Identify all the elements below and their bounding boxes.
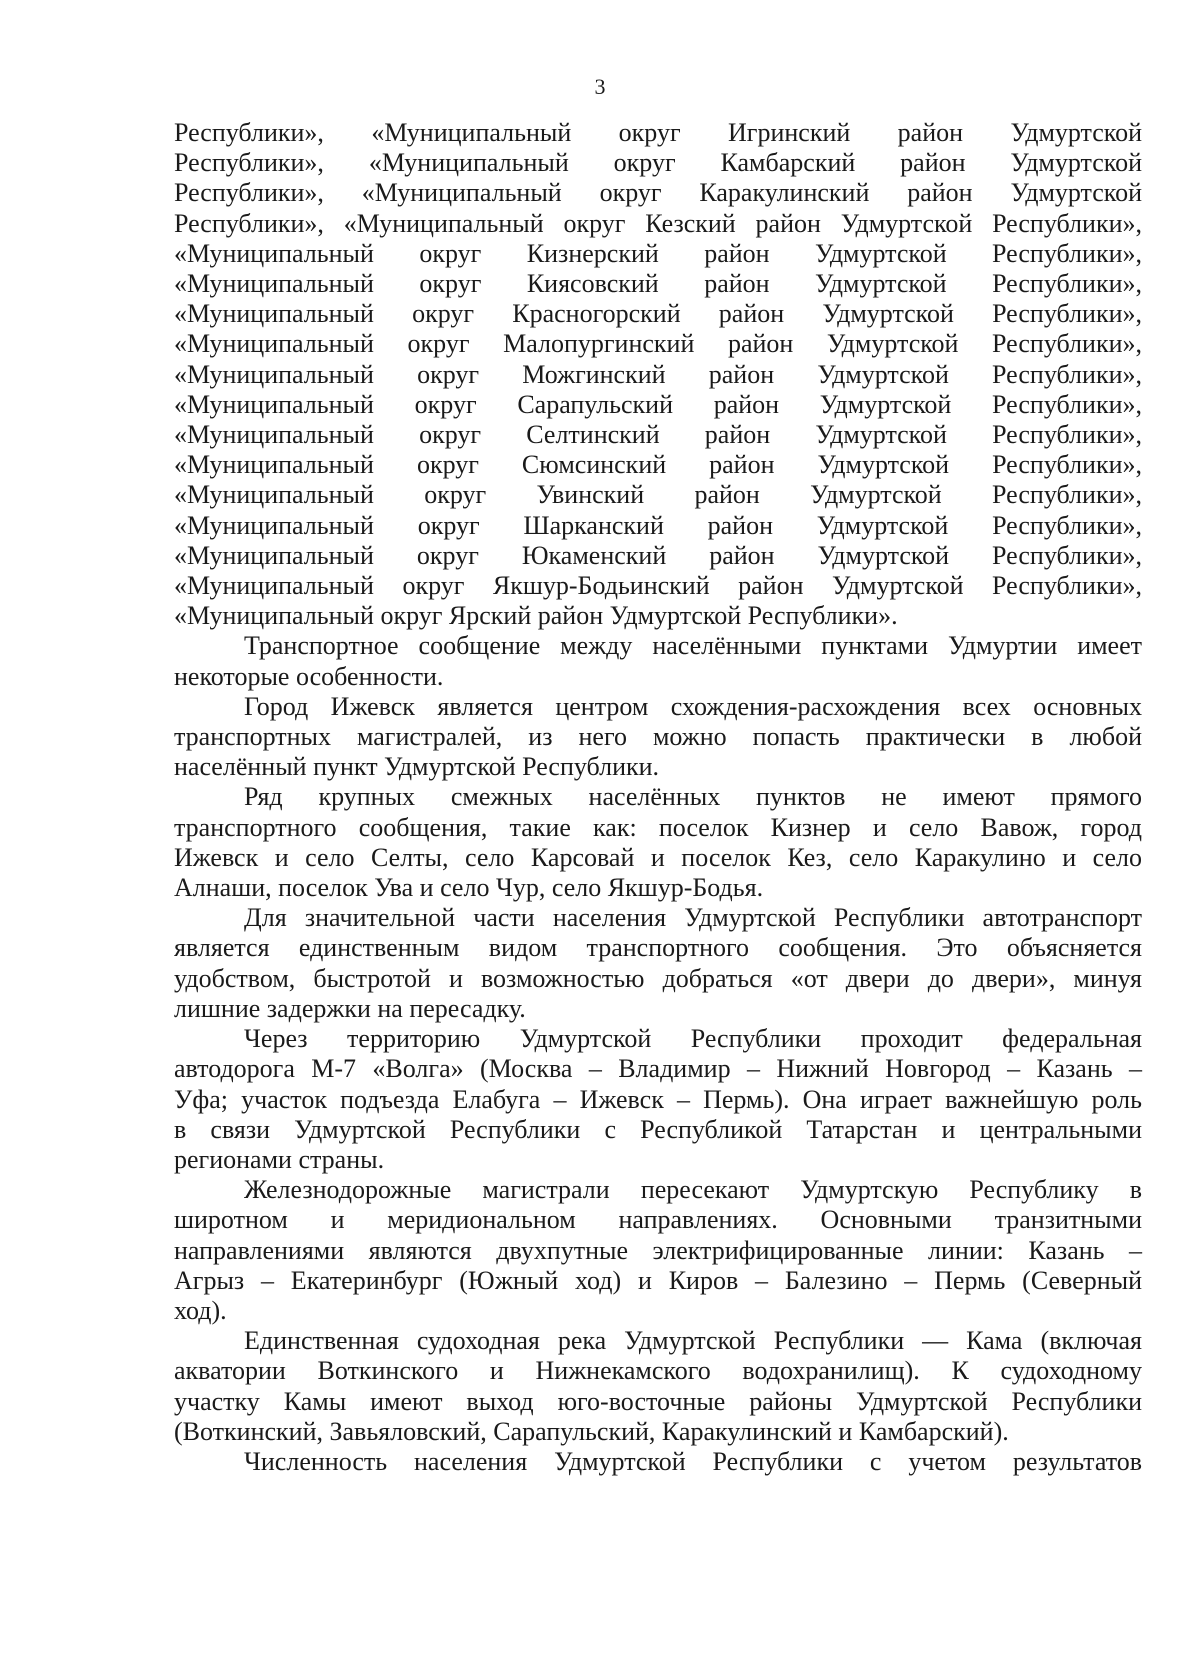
text-line: Город Ижевск является центром схождения-расхождения всех основных <box>244 691 1142 721</box>
text-line: акватории Воткинского и Нижнекамского водохранилищ). К судоходному <box>174 1356 1142 1386</box>
paragraph <box>174 903 1142 1024</box>
text-line: «Муниципальный округ Малопургинский район Удмуртской Республики», <box>174 329 1142 359</box>
text-line: Республики», «Муниципальный округ Каракулинский район Удмуртской <box>174 178 1142 208</box>
text-line: «Муниципальный округ Сарапульский район Удмуртской Республики», <box>174 389 1142 419</box>
text-line: населённый пункт Удмуртской Республики. <box>174 752 660 782</box>
document-body <box>174 118 1142 1477</box>
text-line: Республики», «Муниципальный округ Кезский район Удмуртской Республики», <box>174 208 1142 238</box>
text-line: транспортного сообщения, такие как: поселок Кизнер и село Вавож, город <box>174 812 1142 842</box>
paragraph <box>174 1024 1142 1175</box>
text-line: «Муниципальный округ Можгинский район Удмуртской Республики», <box>174 359 1142 389</box>
text-line: «Муниципальный округ Шарканский район Удмуртской Республики», <box>174 510 1142 540</box>
text-line: Ижевск и село Селты, село Карсовай и поселок Кез, село Каракулино и село <box>174 842 1142 872</box>
text-line: «Муниципальный округ Якшур-Бодьинский район Удмуртской Республики», <box>174 571 1142 601</box>
text-line: «Муниципальный округ Увинский район Удмуртской Республики», <box>174 480 1142 510</box>
text-line: Транспортное сообщение между населёнными пунктами Удмуртии имеет <box>244 631 1142 661</box>
paragraph <box>174 1175 1142 1326</box>
text-line: лишние задержки на пересадку. <box>174 993 526 1023</box>
paragraph <box>174 631 1142 691</box>
text-line: «Муниципальный округ Ярский район Удмуртской Республики». <box>174 601 898 631</box>
text-line: автодорога М-7 «Волга» (Москва – Владимир – Нижний Новгород – Казань – <box>174 1054 1142 1084</box>
text-line: Через территорию Удмуртской Республики проходит федеральная <box>244 1024 1142 1054</box>
text-line: Агрыз – Екатеринбург (Южный ход) и Киров – Балезино – Пермь (Северный <box>174 1265 1142 1295</box>
text-line: «Муниципальный округ Красногорский район Удмуртской Республики», <box>174 299 1142 329</box>
text-line: Уфа; участок подъезда Елабуга – Ижевск – Пермь). Она играет важнейшую роль <box>174 1084 1142 1114</box>
text-line: Для значительной части населения Удмуртской Республики автотранспорт <box>244 903 1142 933</box>
text-line: «Муниципальный округ Юкаменский район Удмуртской Республики», <box>174 540 1142 570</box>
paragraph <box>174 1447 1142 1477</box>
text-line: Республики», «Муниципальный округ Игринский район Удмуртской <box>174 118 1142 147</box>
text-line: широтном и меридиональном направлениях. Основными транзитными <box>174 1205 1142 1235</box>
text-line: участку Камы имеют выход юго-восточные районы Удмуртской Республики <box>174 1386 1142 1416</box>
paragraph <box>174 118 1142 631</box>
text-line: транспортных магистралей, из него можно попасть практически в любой <box>174 722 1142 752</box>
page-number: 3 <box>594 74 606 99</box>
text-line: Единственная судоходная река Удмуртской Республики — Кама (включая <box>244 1326 1142 1356</box>
text-line: «Муниципальный округ Киясовский район Удмуртской Республики», <box>174 269 1142 299</box>
paragraph <box>174 1326 1142 1447</box>
text-line: в связи Удмуртской Республики с Республикой Татарстан и центральными <box>174 1114 1142 1144</box>
text-line: Численность населения Удмуртской Республики с учетом результатов <box>244 1446 1142 1476</box>
text-line: является единственным видом транспортного сообщения. Это объясняется <box>174 933 1142 963</box>
text-line: Республики», «Муниципальный округ Камбарский район Удмуртской <box>174 148 1142 178</box>
text-line: Железнодорожные магистрали пересекают Удмуртскую Республику в <box>244 1175 1142 1205</box>
text-line: «Муниципальный округ Селтинский район Удмуртской Республики», <box>174 420 1142 450</box>
text-line: «Муниципальный округ Кизнерский район Удмуртской Республики», <box>174 238 1142 268</box>
paragraph <box>174 692 1142 783</box>
text-line: Ряд крупных смежных населённых пунктов не имеют прямого <box>244 782 1142 812</box>
text-line: Алнаши, поселок Ува и село Чур, село Якшур-Бодья. <box>174 873 764 903</box>
text-line: некоторые особенности. <box>174 661 444 691</box>
text-line: (Воткинский, Завьяловский, Сарапульский, Каракулинский и Камбарский). <box>174 1416 1009 1446</box>
text-line: регионами страны. <box>174 1144 385 1174</box>
text-line: «Муниципальный округ Сюмсинский район Удмуртской Республики», <box>174 450 1142 480</box>
text-line: направлениями являются двухпутные электрифицированные линии: Казань – <box>174 1235 1142 1265</box>
paragraph <box>174 782 1142 903</box>
text-line: ход). <box>174 1295 227 1325</box>
text-line: удобством, быстротой и возможностью добраться «от двери до двери», минуя <box>174 963 1142 993</box>
